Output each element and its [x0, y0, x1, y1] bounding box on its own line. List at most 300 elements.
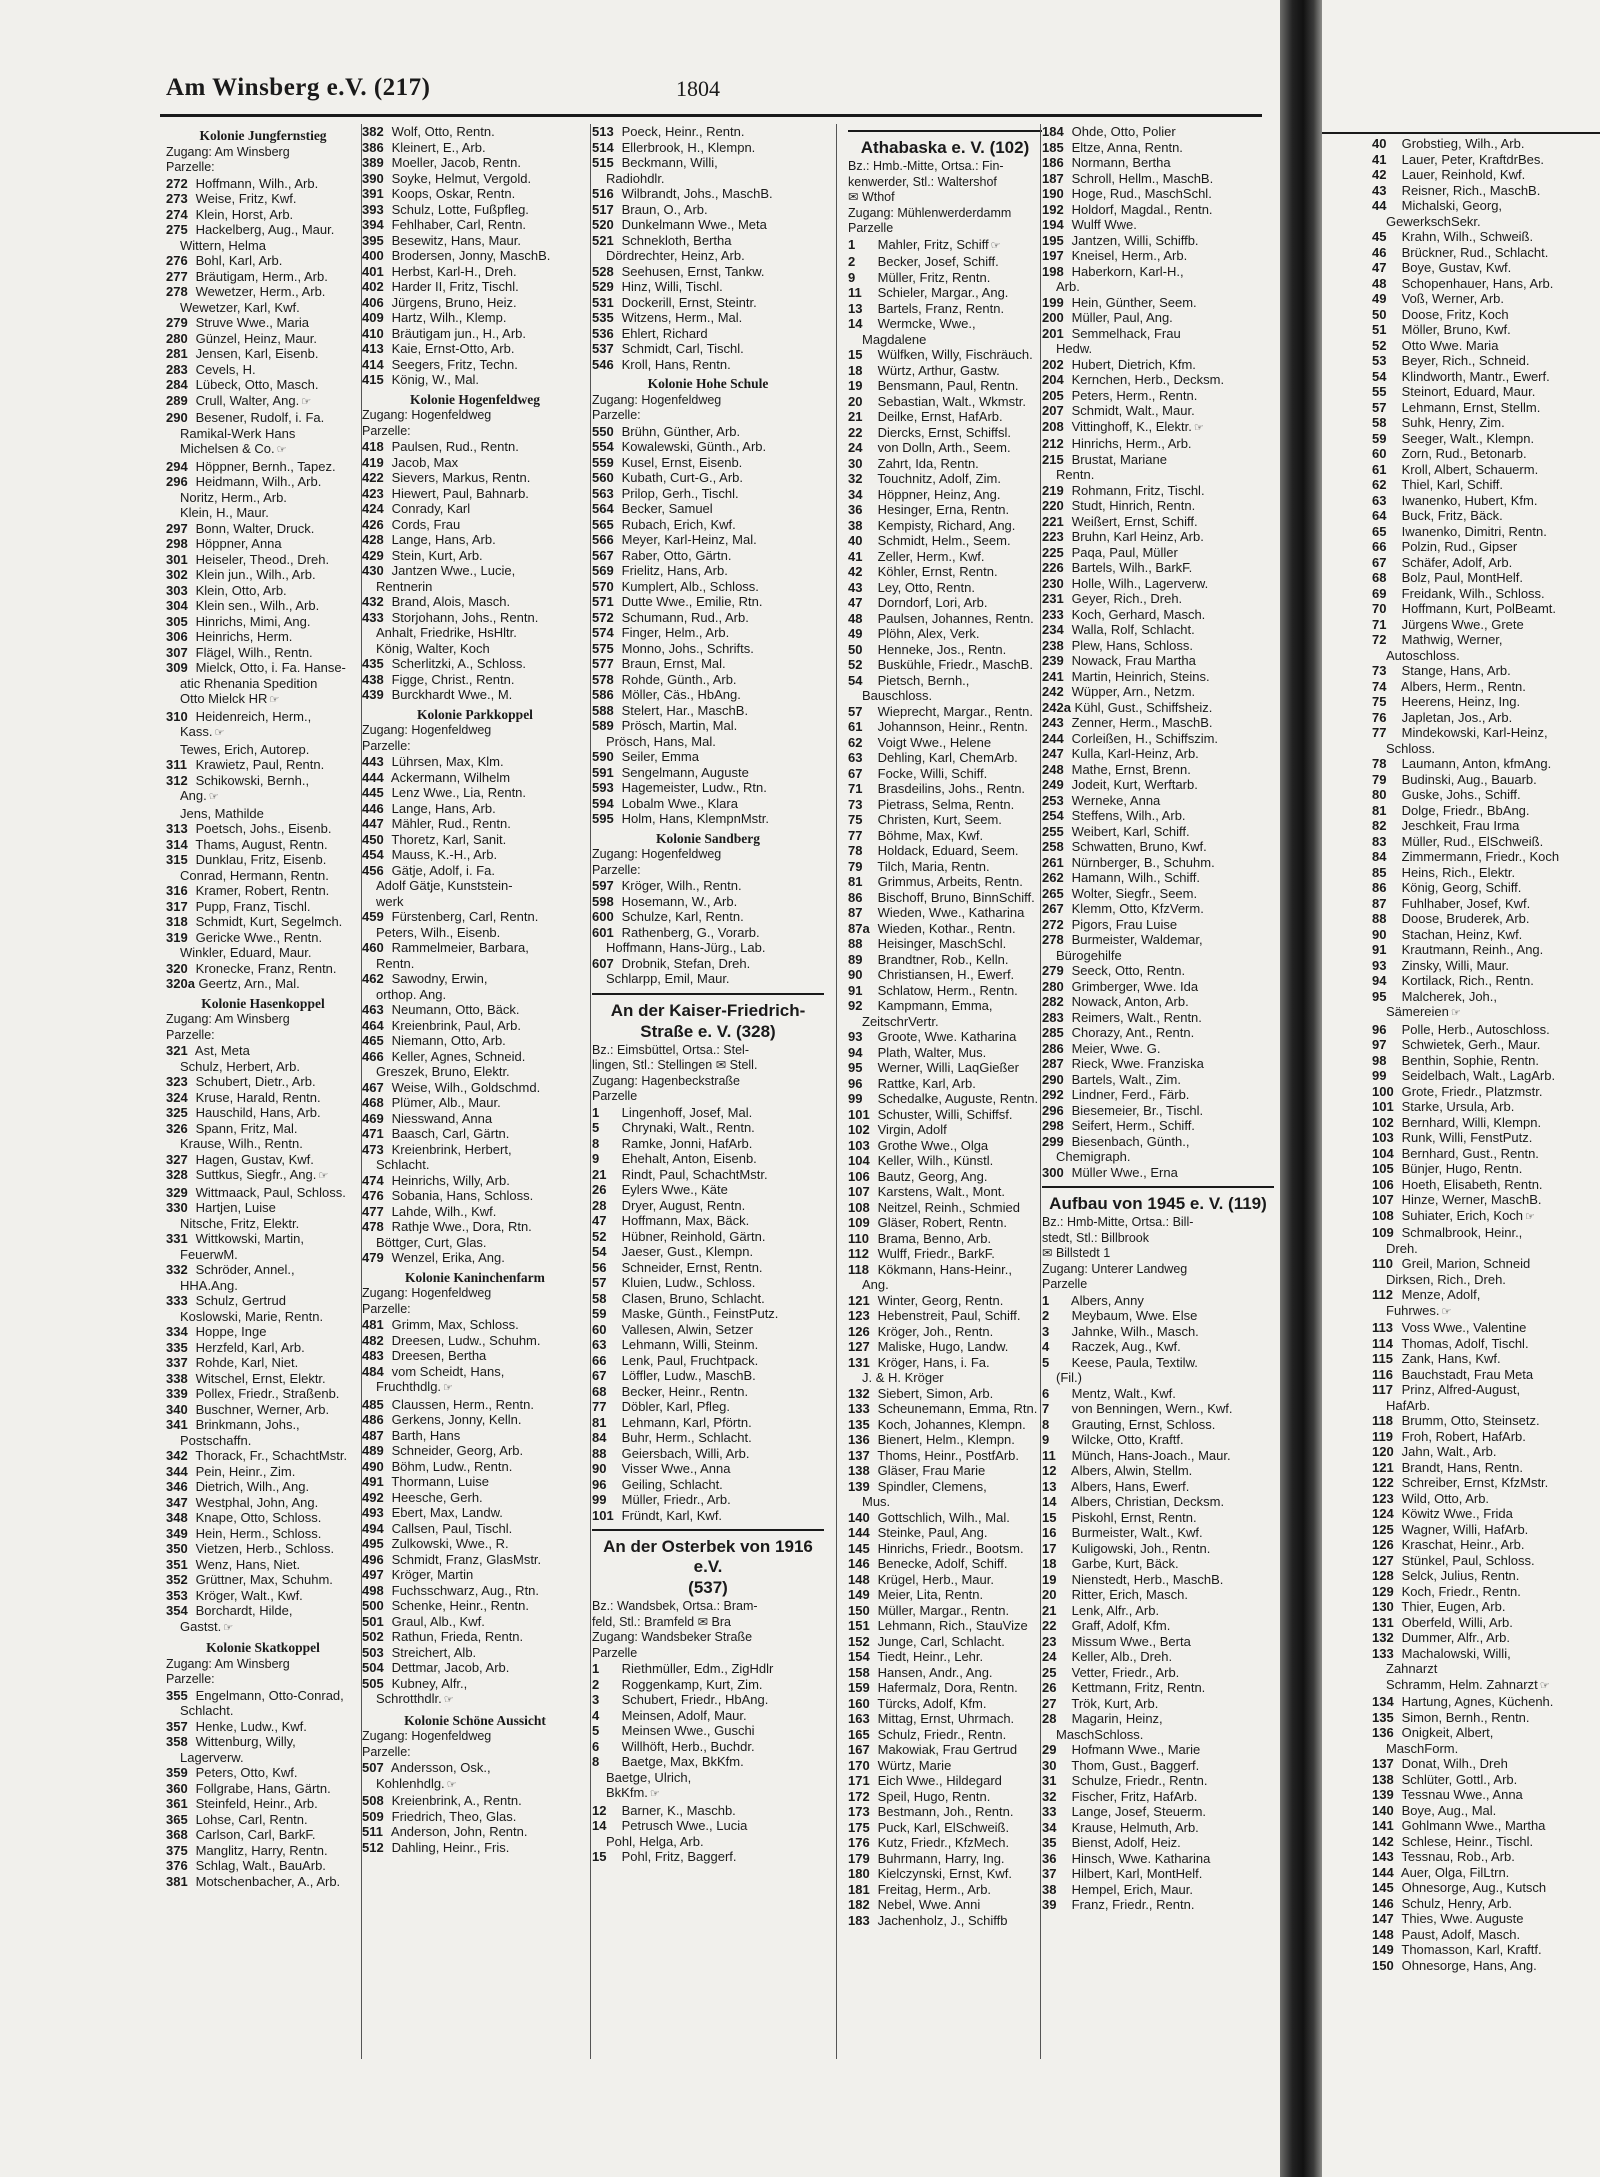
entry-text: Dehling, Karl, ChemArb.	[877, 750, 1018, 765]
directory-entry	[848, 1649, 1042, 1665]
directory-entry	[166, 1510, 360, 1526]
section-info: stedt, Stl.: Billbrook	[1042, 1230, 1149, 1245]
directory-entry	[592, 1167, 824, 1183]
entry-text: Herbst, Karl-H., Dreh.	[391, 263, 517, 279]
entry-text: Schlüter, Gottl., Arb.	[1401, 1771, 1518, 1787]
directory-entry	[1042, 607, 1274, 623]
plot-number: 102	[848, 1122, 870, 1137]
directory-entry	[362, 1443, 588, 1459]
plot-number: 274	[166, 206, 188, 222]
plot-number: 71	[848, 781, 863, 796]
directory-entry	[1372, 245, 1600, 261]
entry-text: Kubney, Alfr.,	[391, 1675, 468, 1691]
directory-entry	[1042, 1401, 1274, 1417]
directory-entry	[848, 1401, 1042, 1417]
entry-text: Benecke, Adolf, Schiff.	[877, 1556, 1008, 1571]
entry-text: Werner, Willi, LaqGießer	[877, 1060, 1019, 1075]
column-6	[1372, 136, 1600, 2066]
entry-text: Dorndorf, Lori, Arb.	[877, 595, 988, 610]
entry-text: Günzel, Heinz, Maur.	[195, 330, 318, 346]
plot-number: 353	[166, 1587, 188, 1603]
directory-entry	[362, 186, 588, 202]
directory-entry	[1042, 1355, 1274, 1371]
entry-text: Lehmann, Karl, Pförtn.	[621, 1414, 752, 1430]
entry-text: Sebastian, Walt., Wkmstr.	[877, 393, 1026, 409]
entry-text: Schopenhauer, Hans, Arb.	[1401, 275, 1554, 291]
entry-text: Gätje, Adolf, i. Fa.	[391, 862, 495, 878]
entry-text: Christiansen, H., Ewerf.	[877, 967, 1015, 982]
directory-entry	[1042, 638, 1274, 654]
directory-entry	[1042, 1417, 1274, 1433]
plot-number: 359	[166, 1765, 188, 1780]
directory-entry	[592, 1322, 824, 1338]
plot-number: 137	[848, 1447, 870, 1463]
plot-number: 160	[848, 1695, 870, 1711]
entry-text: Knape, Otto, Schloss.	[195, 1510, 322, 1525]
plot-number: 87	[1372, 895, 1387, 911]
directory-entry	[592, 687, 824, 703]
entry-text: Niesswand, Anna	[391, 1110, 493, 1126]
entry-text: Dreesen, Ludw., Schuhm.	[391, 1332, 541, 1348]
section-info: Parzelle:	[592, 408, 641, 422]
entry-text: Martin, Heinrich, Steins.	[1071, 668, 1210, 684]
entry-text: Albers, Alwin, Stellm.	[1070, 1463, 1193, 1478]
directory-entry	[592, 1739, 824, 1755]
entry-continuation	[1372, 648, 1600, 664]
plot-number: 286	[1042, 1040, 1064, 1056]
entry-text: Thier, Eugen, Arb.	[1401, 1599, 1506, 1614]
entry-text: Soyke, Helmut, Vergold.	[391, 170, 532, 186]
plot-number: 1	[592, 1661, 600, 1676]
directory-entry	[1042, 357, 1274, 373]
entry-text: Niemann, Otto, Arb.	[391, 1033, 506, 1048]
plot-number: 311	[166, 757, 187, 772]
directory-entry	[1042, 994, 1274, 1010]
entry-text: Böttger, Curt, Glas.	[376, 1234, 487, 1250]
entry-text: Jürgens, Bruno, Heiz.	[391, 294, 517, 310]
entry-text: Zank, Hans, Kwf.	[1401, 1351, 1501, 1366]
entry-text: Lehmann, Ernst, Stellm.	[1401, 399, 1541, 415]
directory-entry	[166, 1734, 360, 1750]
plot-number: 45	[1372, 229, 1387, 244]
directory-entry	[592, 455, 824, 471]
plot-number: 54	[1372, 368, 1387, 384]
entry-continuation	[592, 1785, 824, 1803]
plot-number: 126	[848, 1323, 870, 1339]
entry-text: Polle, Herb., Autoschloss.	[1401, 1021, 1550, 1037]
entry-text: Graul, Alb., Kwf.	[391, 1613, 485, 1629]
plot-number: 140	[1372, 1802, 1394, 1818]
plot-number: 197	[1042, 248, 1064, 263]
directory-entry	[848, 440, 1042, 456]
entry-text: Seifert, Herm., Schiff.	[1071, 1118, 1195, 1133]
entry-text: Hilbert, Karl, MontHelf.	[1071, 1866, 1203, 1881]
column-2	[362, 124, 588, 2054]
directory-entry	[166, 269, 360, 285]
plot-number: 141	[1372, 1818, 1394, 1833]
plot-number: 490	[362, 1458, 384, 1474]
entry-text: Zahnarzt	[1386, 1661, 1438, 1676]
directory-entry	[166, 377, 360, 393]
directory-entry	[1042, 808, 1274, 824]
directory-entry	[1372, 1958, 1600, 1974]
plot-number: 65	[1372, 523, 1387, 539]
plot-number: 182	[848, 1897, 870, 1912]
entry-text: Wenz, Hans, Niet.	[195, 1556, 301, 1572]
plot-number: 142	[1372, 1833, 1394, 1849]
entry-text: Manglitz, Harry, Rentn.	[195, 1842, 328, 1858]
entry-text: Johannson, Heinr., Rentn.	[877, 719, 1028, 734]
entry-text: Rattke, Karl, Arb.	[877, 1075, 976, 1091]
entry-text: Kass.	[180, 724, 213, 739]
directory-entry	[1042, 762, 1274, 778]
entry-text: Lenk, Alfr., Arb.	[1071, 1602, 1160, 1618]
directory-entry	[1372, 772, 1600, 788]
entry-text: Besener, Rudolf, i. Fa.	[195, 410, 325, 425]
entry-text: Jantzen, Willi, Schiffb.	[1071, 232, 1199, 248]
entry-continuation	[362, 925, 588, 941]
entry-text: Harder II, Fritz, Tischl.	[391, 279, 519, 294]
entry-text: Hinze, Werner, MaschB.	[1401, 1192, 1542, 1207]
entry-text: Ramikal-Werk Hans	[180, 425, 296, 441]
plot-number: 325	[166, 1105, 188, 1120]
entry-text: Bernhard, Willi, Klempn.	[1401, 1114, 1542, 1130]
plot-number: 234	[1042, 622, 1064, 637]
directory-entry	[592, 1818, 824, 1834]
plot-number: 20	[848, 393, 863, 409]
plot-number: 253	[1042, 792, 1064, 808]
directory-entry	[592, 1105, 824, 1121]
directory-entry	[1042, 1541, 1274, 1557]
plot-number: 149	[1372, 1942, 1394, 1957]
directory-entry	[848, 580, 1042, 596]
entry-text: Heidmann, Wilh., Arb.	[195, 474, 322, 489]
plot-number: 500	[362, 1598, 384, 1613]
directory-entry	[166, 191, 360, 207]
directory-entry	[592, 1508, 824, 1524]
directory-entry	[848, 921, 1042, 937]
directory-entry	[848, 595, 1042, 611]
entry-continuation	[166, 441, 360, 459]
entry-text: Ohde, Otto, Polier	[1071, 124, 1176, 139]
directory-entry	[362, 1536, 588, 1552]
section-info: Zugang: Hogenfeldweg	[362, 408, 492, 422]
directory-entry	[848, 237, 1042, 255]
plot-number: 21	[848, 409, 863, 424]
plot-number: 90	[848, 967, 863, 982]
entry-text: Schlarpp, Emil, Maur.	[606, 971, 730, 986]
entry-text: werk	[376, 893, 404, 909]
entry-text: Wieprecht, Margar., Rentn.	[877, 703, 1033, 719]
plot-number: 358	[166, 1734, 188, 1749]
entry-text: Seehusen, Ernst, Tankw.	[621, 263, 765, 279]
plot-number: 310	[166, 708, 188, 724]
entry-text: Heinrichs, Herm.	[195, 629, 293, 644]
plot-number: 531	[592, 294, 614, 310]
directory-entry	[1372, 1208, 1600, 1226]
entry-text: BkKfm.	[606, 1785, 648, 1800]
directory-entry	[166, 1526, 360, 1542]
entry-text: Mindekowski, Karl-Heinz,	[1401, 725, 1548, 740]
entry-text: Pigors, Frau Luise	[1071, 916, 1178, 932]
directory-entry	[362, 847, 588, 863]
directory-entry	[848, 254, 1042, 270]
plot-number: 554	[592, 439, 614, 454]
directory-entry	[362, 1142, 588, 1158]
entry-text: Budinski, Aug., Bauarb.	[1401, 771, 1537, 787]
plot-number: 79	[848, 858, 863, 874]
directory-entry	[1372, 911, 1600, 927]
directory-entry	[166, 207, 360, 223]
plot-number: 225	[1042, 544, 1064, 560]
association-title: An der Osterbek von 1916 e.V.	[592, 1529, 824, 1577]
entry-continuation	[166, 868, 360, 884]
entry-text: Eltze, Anna, Rentn.	[1071, 139, 1183, 155]
directory-entry	[848, 363, 1042, 379]
directory-entry	[848, 1665, 1042, 1681]
entry-text: Stelert, Har., MaschB.	[621, 702, 749, 718]
plot-number: 163	[848, 1711, 870, 1726]
directory-entry	[592, 1151, 824, 1167]
entry-text: Dryer, August, Rentn.	[621, 1197, 746, 1213]
plot-number: 57	[1372, 399, 1387, 415]
directory-entry	[362, 1412, 588, 1428]
directory-entry	[166, 1200, 360, 1216]
entry-text: orthop. Ang.	[376, 986, 447, 1002]
entry-text: Brama, Benno, Arb.	[877, 1230, 992, 1246]
directory-entry	[592, 124, 824, 140]
plot-number: 103	[848, 1137, 870, 1153]
plot-number: 40	[848, 533, 863, 548]
entry-text: Schmidt, Walt., Maur.	[1071, 403, 1195, 418]
plot-number: 249	[1042, 777, 1064, 792]
directory-entry	[1372, 989, 1600, 1005]
entry-text: Kulla, Karl-Heinz, Arb.	[1071, 746, 1199, 761]
entry-continuation	[362, 1776, 588, 1794]
entry-text: Schreiber, Ernst, KfzMstr.	[1401, 1475, 1549, 1490]
entry-text: Grote, Friedr., Platzmstr.	[1401, 1083, 1543, 1099]
plot-number: 395	[362, 232, 384, 248]
entry-text: Riethmüller, Edm., ZigHdlr	[621, 1661, 774, 1676]
entry-text: Greil, Marion, Schneid	[1401, 1256, 1531, 1271]
entry-text: Hinrichs, Herm., Arb.	[1071, 436, 1192, 451]
plot-number: 37	[1042, 1866, 1057, 1881]
plot-number: 53	[1372, 353, 1387, 368]
entry-text: Virgin, Adolf	[877, 1122, 947, 1137]
entry-text: Dunkelmann Wwe., Meta	[621, 217, 767, 232]
entry-text: Touchnitz, Adolf, Zim.	[877, 471, 1001, 486]
directory-entry	[1372, 539, 1600, 555]
plot-number: 368	[166, 1827, 188, 1842]
entry-text: Fuchsschwarz, Aug., Rtn.	[391, 1582, 540, 1598]
plot-number: 239	[1042, 653, 1064, 668]
directory-entry	[592, 233, 824, 249]
directory-entry	[1372, 865, 1600, 881]
plot-number: 12	[1042, 1463, 1057, 1478]
plot-number: 459	[362, 909, 384, 924]
entry-continuation	[166, 505, 360, 521]
directory-entry	[848, 1045, 1042, 1061]
entry-text: Kröger, Wilh., Rentn.	[621, 878, 742, 893]
entry-text: Brand, Alois, Masch.	[391, 594, 511, 609]
plot-number: 3	[1042, 1323, 1050, 1339]
entry-text: Bartels, Walt., Zim.	[1071, 1071, 1181, 1087]
directory-entry	[592, 563, 824, 579]
entry-text: Lenk, Paul, Fruchtpack.	[621, 1352, 759, 1368]
entry-text: Missum Wwe., Berta	[1071, 1633, 1191, 1649]
directory-entry	[362, 372, 588, 388]
plot-number: 88	[1372, 911, 1387, 926]
entry-text: Wilbrandt, Johs., MaschB.	[621, 186, 773, 201]
entry-text: Wieden, Kothar., Rentn.	[877, 920, 1016, 936]
entry-text: Heesche, Gerh.	[391, 1489, 483, 1505]
directory-entry	[848, 1215, 1042, 1231]
section-info: Parzelle	[592, 1089, 638, 1103]
plot-number: 509	[362, 1808, 384, 1824]
entry-text: Starke, Ursula, Arb.	[1401, 1099, 1515, 1114]
plot-number: 75	[848, 812, 863, 827]
directory-entry	[362, 310, 588, 326]
plot-number: 354	[166, 1603, 188, 1618]
directory-entry	[592, 1446, 824, 1462]
entry-text: Albers, Hans, Ewerf.	[1070, 1478, 1190, 1494]
entry-text: Stein, Kurt, Arb.	[391, 547, 483, 563]
entry-text: Adolf Gätje, Kunststein-	[376, 878, 513, 893]
entry-text: Burckhardt Wwe., M.	[391, 687, 513, 702]
entry-text: Mus.	[862, 1494, 891, 1509]
directory-entry	[362, 1645, 588, 1661]
plot-number: 82	[1372, 818, 1387, 833]
entry-text: Graff, Adolf, Kfm.	[1071, 1618, 1171, 1633]
directory-entry	[1042, 576, 1274, 592]
entry-text: Schulz, Henry, Arb.	[1401, 1895, 1512, 1911]
entry-text: Krause, Wilh., Rentn.	[180, 1136, 303, 1151]
entry-text: Nienstedt, Herb., MaschB.	[1071, 1571, 1224, 1587]
directory-entry	[166, 614, 360, 630]
plot-number: 601	[592, 924, 614, 940]
entry-text: Paulsen, Johannes, Rentn.	[877, 610, 1034, 626]
plot-number: 134	[1372, 1694, 1394, 1709]
entry-text: Kröger, Martin	[391, 1567, 474, 1582]
plot-number: 64	[1372, 508, 1387, 523]
directory-entry	[848, 1820, 1042, 1836]
directory-entry	[166, 598, 360, 614]
telephone-hand-icon: ☞	[649, 1788, 660, 1800]
directory-entry	[848, 285, 1042, 301]
entry-text: (Fil.)	[1056, 1370, 1082, 1385]
directory-entry	[1372, 1896, 1600, 1912]
entry-text: Hagen, Gustav, Kwf.	[195, 1151, 314, 1167]
directory-entry	[848, 1913, 1042, 1929]
plot-number: 147	[1372, 1911, 1394, 1926]
plot-number: 108	[848, 1199, 870, 1215]
entry-text: Paulsen, Rud., Rentn.	[391, 439, 519, 454]
directory-entry	[1042, 1618, 1274, 1634]
plot-number: 43	[848, 579, 863, 595]
directory-entry	[362, 326, 588, 342]
plot-number: 154	[848, 1649, 870, 1664]
entry-continuation	[1372, 1004, 1600, 1022]
directory-entry	[848, 936, 1042, 952]
entry-text: Lübeck, Otto, Masch.	[195, 377, 319, 392]
directory-entry	[1372, 632, 1600, 648]
plot-number: 347	[166, 1494, 188, 1510]
directory-entry	[1042, 700, 1274, 716]
directory-entry	[166, 1293, 360, 1309]
entry-text: Hinrichs, Friedr., Bootsm.	[877, 1540, 1024, 1556]
entry-text: Arb.	[1056, 279, 1080, 294]
entry-text: Claussen, Herm., Rentn.	[391, 1396, 534, 1412]
entry-text: Groote, Wwe. Katharina	[877, 1029, 1017, 1044]
directory-entry	[362, 140, 588, 156]
plot-number: 28	[1042, 1711, 1057, 1726]
entry-text: Würtz, Marie	[877, 1757, 952, 1773]
directory-entry	[848, 1804, 1042, 1820]
entry-text: Lauer, Peter, KraftdrBes.	[1401, 151, 1544, 167]
entry-text: Zimmermann, Friedr., Koch	[1401, 849, 1560, 864]
directory-entry	[848, 456, 1042, 472]
directory-entry	[1042, 1448, 1274, 1464]
directory-entry	[592, 925, 824, 941]
entry-continuation	[848, 332, 1042, 348]
entry-text: Kampmann, Emma,	[877, 998, 993, 1013]
section-title: Kolonie Kaninchenfarm	[405, 1269, 545, 1285]
entry-text: Seeck, Otto, Rentn.	[1071, 963, 1186, 978]
plot-number: 204	[1042, 372, 1064, 387]
plot-number: 321	[166, 1043, 188, 1058]
entry-text: Hansen, Andr., Ang.	[877, 1664, 993, 1680]
entry-text: Onigkeit, Albert,	[1401, 1725, 1494, 1740]
directory-entry	[592, 532, 824, 548]
plot-number: 41	[848, 548, 863, 564]
directory-entry	[848, 471, 1042, 487]
plot-number: 14	[848, 316, 863, 331]
entry-text: Fuhlhaber, Josef, Kwf.	[1401, 895, 1531, 911]
entry-continuation	[166, 426, 360, 442]
directory-entry	[1042, 1696, 1274, 1712]
plot-number: 62	[848, 734, 863, 750]
plot-number: 93	[1372, 957, 1387, 973]
directory-entry	[1042, 1665, 1274, 1681]
entry-text: Kuligowski, Joh., Rentn.	[1071, 1540, 1211, 1556]
directory-entry	[362, 610, 588, 626]
plot-number: 173	[848, 1804, 870, 1819]
entry-text: Trök, Kurt, Arb.	[1071, 1695, 1159, 1711]
plot-number: 516	[592, 186, 614, 201]
section-info: Zugang: Am Winsberg	[166, 1656, 290, 1671]
directory-entry	[1372, 1911, 1600, 1927]
directory-entry	[166, 362, 360, 378]
entry-text: Dutte Wwe., Emilie, Rtn.	[621, 594, 763, 609]
plot-number: 332	[166, 1262, 188, 1277]
plot-number: 476	[362, 1188, 384, 1203]
directory-entry	[166, 852, 360, 868]
plot-number: 48	[1372, 275, 1387, 291]
plot-number: 508	[362, 1793, 384, 1808]
directory-entry	[1372, 1146, 1600, 1162]
plot-number: 401	[362, 263, 384, 279]
directory-entry	[1372, 1491, 1600, 1507]
directory-entry	[1372, 477, 1600, 493]
plot-number: 103	[1372, 1130, 1394, 1145]
association-title: Athabaska e. V. (102)	[848, 130, 1042, 158]
entry-text: Krause, Helmuth, Arb.	[1071, 1819, 1199, 1835]
entry-text: Schedalke, Auguste, Rentn.	[877, 1091, 1039, 1106]
plot-number: 132	[848, 1385, 870, 1401]
directory-entry	[1042, 1510, 1274, 1526]
plot-number: 594	[592, 795, 614, 811]
entry-text: Eylers Wwe., Käte	[621, 1182, 728, 1197]
